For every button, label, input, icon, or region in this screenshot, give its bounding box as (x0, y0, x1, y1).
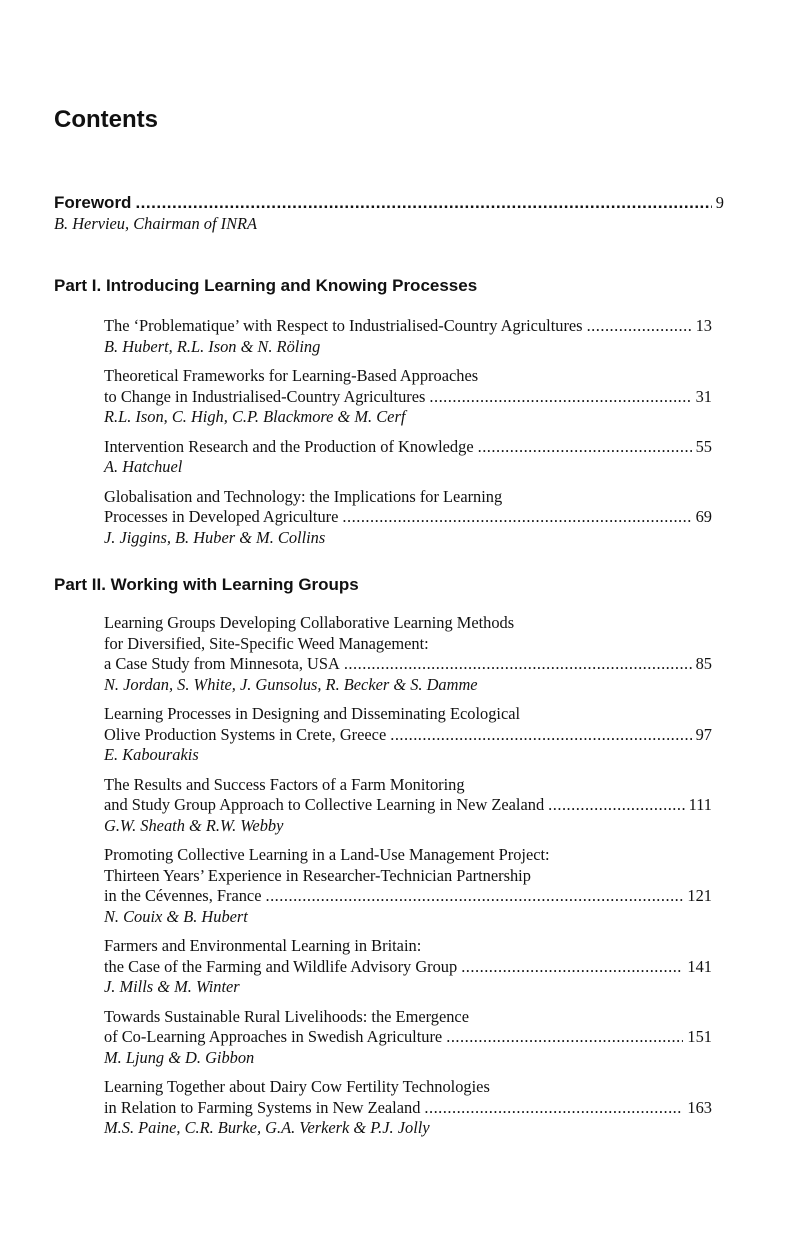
entry-title-text: Learning Processes in Designing and Disseminating Ecological (104, 704, 521, 723)
leader-dots (390, 725, 691, 746)
entry-title-text: Intervention Research and the Production of Knowledge (104, 436, 474, 456)
entry-authors: M.S. Paine, C.R. Burke, G.A. Verkerk & P.J. Jolly (104, 1118, 430, 1137)
entry-title-line (104, 487, 712, 508)
entry-title-text: in Relation to Farming Systems in New Zealand (104, 1097, 421, 1117)
toc-entry (104, 1077, 712, 1139)
entry-title-text: Towards Sustainable Rural Livelihoods: the Emergence (104, 1006, 469, 1026)
entry-title-line (104, 845, 712, 866)
entry-title-line (104, 775, 712, 796)
toc-entry (104, 316, 712, 357)
toc-entry (104, 487, 712, 549)
toc-entry (104, 845, 712, 927)
entry-authors: M. Ljung & D. Gibbon (104, 1047, 255, 1067)
leader-dots (135, 193, 711, 214)
toc-entry (104, 936, 712, 998)
toc-entry (104, 775, 712, 837)
entry-title-text: a Case Study from Minnesota, USA (104, 654, 340, 673)
entry-title-line (104, 936, 712, 957)
part-heading: Part II. Working with Learning Groups (54, 575, 359, 594)
entry-title-text: Farmers and Environmental Learning in Britain: (104, 936, 422, 955)
entry-title-text: Learning Groups Developing Collaborative Learning Methods (104, 613, 515, 632)
part-2-entries (104, 613, 712, 1148)
toc-entry (104, 366, 712, 428)
entry-title-text: The ‘Problematique’ with Respect to Industrialised-Country Agricultures (104, 316, 583, 335)
entry-title-line (104, 654, 712, 675)
entry-title-line (104, 613, 712, 634)
entry-title-text: the Case of the Farming and Wildlife Advisory Group (104, 956, 458, 976)
entry-title-line (104, 387, 712, 408)
entry-authors: N. Couix & B. Hubert (104, 906, 248, 926)
page-title: Contents (54, 106, 158, 133)
entry-title-line (104, 704, 712, 725)
entry-title-line (104, 366, 712, 387)
leader-dots (344, 654, 692, 675)
entry-title-line (104, 866, 712, 887)
toc-entry (104, 704, 712, 766)
entry-title-line (104, 437, 712, 458)
toc-entry (104, 613, 712, 695)
entry-title-text: to Change in Industrialised-Country Agricultures (104, 386, 426, 406)
entry-authors: A. Hatchuel (104, 457, 183, 476)
entry-authors: N. Jordan, S. White, J. Gunsolus, R. Becker & S. Damme (104, 674, 478, 694)
entry-title-text: for Diversified, Site-Specific Weed Management: (104, 633, 429, 653)
entry-title-text: and Study Group Approach to Collective Learning in New Zealand (104, 795, 545, 814)
toc-entry (104, 1007, 712, 1069)
leader-dots (424, 1098, 683, 1119)
entry-title-text: Processes in Developed Agriculture (104, 507, 339, 526)
entry-title-text: The Results and Success Factors of a Farm Monitoring (104, 774, 465, 794)
entry-title-text: of Co-Learning Approaches in Swedish Agriculture (104, 1027, 443, 1046)
leader-dots (548, 795, 684, 816)
page-number: 121 (687, 886, 712, 905)
page-number: 151 (687, 1027, 712, 1046)
page-number: 13 (695, 316, 712, 335)
entry-title-line (104, 1077, 712, 1098)
entry-authors: J. Jiggins, B. Huber & M. Collins (104, 527, 326, 547)
leader-dots (446, 1027, 683, 1048)
page-number: 9 (715, 193, 724, 212)
leader-dots (429, 387, 691, 408)
entry-title-line (104, 507, 712, 528)
entry-title-line (104, 316, 712, 337)
entry-title-text: Promoting Collective Learning in a Land-Use Management Project: (104, 845, 550, 864)
entry-title-text: Theoretical Frameworks for Learning-Based Approaches (104, 366, 479, 385)
entry-authors: J. Mills & M. Winter (104, 977, 240, 996)
page-number: 31 (695, 386, 712, 406)
page-number: 141 (687, 956, 712, 976)
entry-authors: G.W. Sheath & R.W. Webby (104, 815, 284, 835)
entry-title-text: Olive Production Systems in Crete, Greece (104, 724, 387, 744)
leader-dots (342, 507, 691, 528)
page-number: 85 (695, 654, 712, 673)
entry-title-line (104, 795, 712, 816)
foreword-label: Foreword (54, 193, 132, 212)
page-number: 163 (687, 1097, 712, 1117)
entry-title-text: Thirteen Years’ Experience in Researcher-Technician Partnership (104, 865, 531, 885)
entry-title-text: Globalisation and Technology: the Implications for Learning (104, 486, 503, 506)
entry-title-line (104, 957, 712, 978)
leader-dots (461, 957, 683, 978)
entry-title-line (104, 886, 712, 907)
page-number: 111 (688, 795, 712, 814)
leader-dots (265, 886, 683, 907)
page-number: 97 (695, 724, 712, 744)
entry-title-text: in the Cévennes, France (104, 886, 262, 905)
part-heading: Part I. Introducing Learning and Knowing Processes (54, 276, 478, 295)
entry-authors: R.L. Ison, C. High, C.P. Blackmore & M. Cerf (104, 407, 406, 426)
entry-title-line (104, 1007, 712, 1028)
entry-title-line (104, 634, 712, 655)
entry-title-line (104, 1098, 712, 1119)
part-1-entries (104, 316, 712, 557)
foreword-entry (54, 193, 724, 234)
page-number: 69 (695, 507, 712, 526)
entry-authors: E. Kabourakis (104, 745, 199, 764)
leader-dots (478, 437, 692, 458)
entry-title-line (104, 1027, 712, 1048)
entry-title-text: Learning Together about Dairy Cow Fertility Technologies (104, 1077, 490, 1096)
page-number: 55 (695, 436, 712, 456)
entry-title-line (104, 725, 712, 746)
foreword-line (54, 193, 724, 214)
leader-dots (587, 316, 692, 337)
entry-authors: B. Hubert, R.L. Ison & N. Röling (104, 336, 321, 356)
toc-entry (104, 437, 712, 478)
foreword-author: B. Hervieu, Chairman of INRA (54, 213, 258, 233)
